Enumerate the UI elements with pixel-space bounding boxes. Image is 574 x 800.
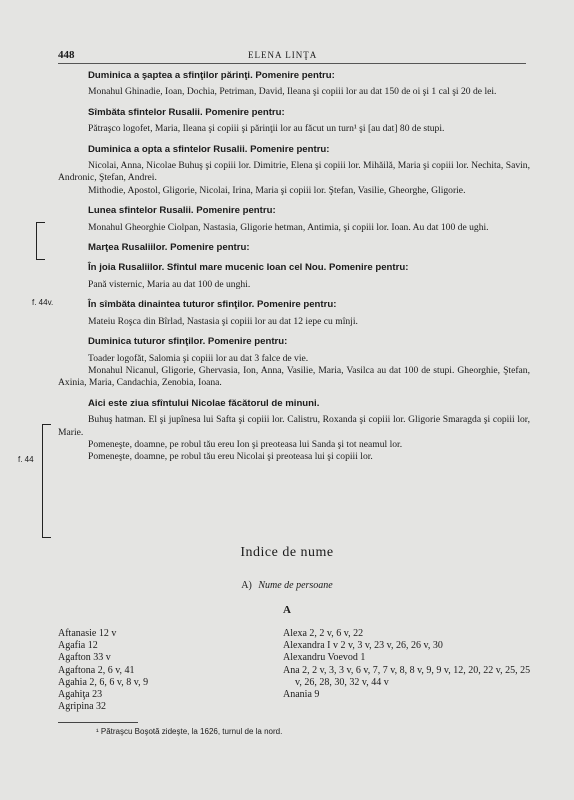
index-subtitle — [0, 580, 574, 591]
margin-note-f44: f. 44 — [18, 455, 34, 464]
section-heading: În sîmbăta dinaintea tuturor sfinţilor. Pomenire pentru: — [88, 299, 337, 311]
section-paragraph: Toader logofăt, Salomia şi copiii lor au dat 3 falce de vie. — [88, 352, 309, 364]
margin-bracket — [36, 222, 45, 260]
footnote: ¹ Pătraşcu Boşotă zideşte, la 1626, turnul de la nord. — [96, 727, 283, 736]
index-letter: A — [283, 604, 291, 616]
section-heading: Sîmbăta sfintelor Rusalii. Pomenire pentru: — [88, 106, 285, 118]
index-entry: Ana 2, 2 v, 3, 3 v, 6 v, 7, 7 v, 8, 8 v, 9, 9 v, 12, 20, 22 v, 25, 25 v, 26, 28, 30, 32 v, 44 v — [283, 664, 531, 688]
section-paragraph: Monahul Nicanul, Gligorie, Ghervasia, Ion, Anna, Vasilie, Maria, Vasilca au dat 100 de stupi. Gheorghie, Ştefan, Axinia, Maria, Candachia, Zenobia, Ioana. — [58, 364, 530, 389]
section-paragraph: Mateiu Roşca din Bîrlad, Nastasia şi copiii lor au dat 12 iepe cu mînji. — [88, 315, 358, 327]
margin-note-f44v: f. 44v. — [32, 298, 54, 307]
section-paragraph: Monahul Ghinadie, Ioan, Dochia, Petriman, David, Ileana şi copiii lor au dat 150 de oi şi 1 cal şi 20 de lei. — [88, 86, 497, 98]
section-paragraph: Pană visternic, Maria au dat 100 de unghi. — [88, 278, 251, 290]
section-paragraph: Pomeneşte, doamne, pe robul tău ereu Ion şi preoteasa lui Sanda şi tot neamul lor. — [88, 438, 403, 450]
index-entry: Agafia 12 — [58, 640, 98, 652]
running-title: ELENA LINŢA — [248, 50, 318, 60]
index-entry: Agahia 2, 6, 6 v, 8 v, 9 — [58, 676, 149, 688]
section-paragraph: Buhuş hatman. El şi jupînesa lui Safta şi copiii lor. Calistru, Roxanda şi copiii lor. Gligorie Smaragda şi copiii lor, Marie. — [58, 414, 530, 438]
index-entry: Aftanasie 12 v — [58, 628, 117, 639]
section-paragraph: Nicolai, Anna, Nicolae Buhuş şi copiii lor. Dimitrie, Elena şi copiii lor. Mihăilă, Maria şi copiii lor. Nechita, Savin, Andronic, Ştefan, Andrei. — [58, 160, 530, 184]
section-heading: Lunea sfintelor Rusalii. Pomenire pentru: — [88, 205, 276, 217]
header-rule — [58, 63, 526, 64]
section-paragraph: Monahul Gheorghie Ciolpan, Nastasia, Gligorie hetman, Antimia, şi copiii lor. Ioan. Au dat 100 de ughi. — [88, 221, 489, 233]
page-header — [58, 49, 528, 63]
page-number: 448 — [58, 49, 75, 61]
section-heading: În joia Rusaliilor. Sfîntul mare mucenic Ioan cel Nou. Pomenire pentru: — [88, 262, 409, 274]
section-heading: Marţea Rusaliilor. Pomenire pentru: — [88, 242, 250, 254]
section-heading: Duminica a şaptea a sfinţilor părinţi. Pomenire pentru: — [88, 70, 335, 81]
margin-bracket — [42, 424, 51, 538]
index-entry: Agaftona 2, 6 v, 41 — [58, 664, 135, 676]
index-title: Indice de nume — [240, 545, 334, 560]
index-entry: Alexandru Voevod 1 — [283, 652, 366, 664]
section-paragraph: Pomeneşte, doamne, pe robul tău ereu Nicolai şi preoteasa lui şi copiii lor. — [88, 451, 373, 463]
index-left-column — [58, 628, 268, 713]
index-entry: Agahiţa 23 — [58, 689, 103, 701]
index-entry: Anania 9 — [283, 689, 320, 701]
index-subtitle-text: Nume de persoane — [258, 580, 333, 591]
index-subtitle-prefix: A) — [241, 580, 252, 591]
section-heading: Aici este ziua sfîntului Nicolae făcătorul de minuni. — [88, 397, 320, 409]
section-heading: Duminica tuturor sfinţilor. Pomenire pentru: — [88, 336, 288, 348]
footnote-rule — [58, 722, 138, 723]
section-paragraph: Mithodie, Apostol, Gligorie, Nicolai, Irina, Maria şi copiii lor. Ştefan, Vasilie, Gheorghe, Gligorie. — [88, 184, 466, 196]
index-entry: Agafton 33 v — [58, 652, 111, 664]
page-body — [58, 70, 530, 464]
section-heading: Duminica a opta a sfintelor Rusalii. Pomenire pentru: — [88, 143, 330, 155]
section-paragraph: Pătraşco logofet, Maria, Ileana şi copiii şi părinţii lor au făcut un turn¹ şi [au dat] 80 de stupi. — [88, 123, 445, 135]
index-entry: Alexa 2, 2 v, 6 v, 22 — [283, 628, 364, 639]
index-entry: Alexandra I v 2 v, 3 v, 23 v, 26, 26 v, 30 — [283, 640, 443, 652]
index-entry: Agripina 32 — [58, 701, 107, 713]
index-right-column — [283, 628, 533, 701]
